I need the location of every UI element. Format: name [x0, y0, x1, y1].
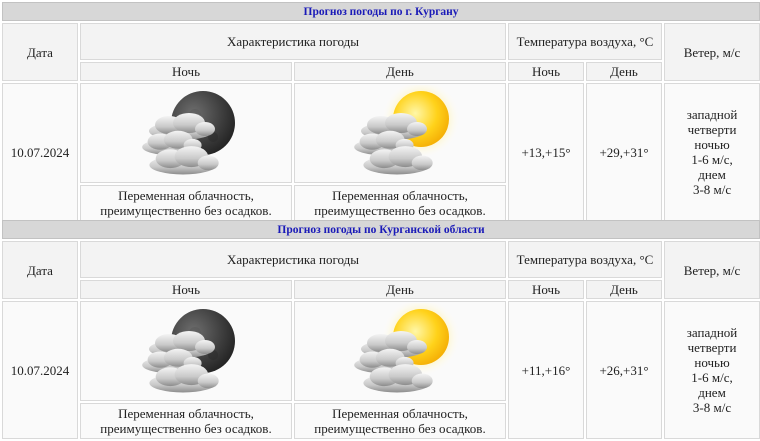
day-header: День	[294, 62, 506, 81]
temp-day-header: День	[586, 62, 662, 81]
temp-night-cell: +11,+16°	[508, 301, 584, 439]
night-description: Переменная облачность, преимущественно без осадков.	[80, 185, 292, 221]
wind-cell: западной четверти ночью 1-6 м/с, днем 3-8 м/с	[664, 301, 760, 439]
temp-night-cell: +13,+15°	[508, 83, 584, 221]
night-description: Переменная облачность, преимущественно без осадков.	[80, 403, 292, 439]
date-cell: 10.07.2024	[2, 83, 78, 221]
night-weather-cell	[80, 301, 292, 401]
characteristic-header: Характеристика погоды	[80, 241, 506, 278]
wind-header: Ветер, м/с	[664, 23, 760, 81]
sun-clouds-icon	[335, 85, 465, 181]
wind-header: Ветер, м/с	[664, 241, 760, 299]
forecast-title: Прогноз погоды по г. Кургану	[2, 2, 760, 21]
sun-clouds-icon	[335, 303, 465, 399]
moon-clouds-icon	[121, 85, 251, 181]
night-weather-cell	[80, 83, 292, 183]
forecast-table-region	[0, 218, 760, 441]
date-header: Дата	[2, 23, 78, 81]
temp-day-cell: +26,+31°	[586, 301, 662, 439]
temp-night-header: Ночь	[508, 280, 584, 299]
wind-cell: западной четверти ночью 1-6 м/с, днем 3-8 м/с	[664, 83, 760, 221]
day-header: День	[294, 280, 506, 299]
forecast-title: Прогноз погоды по Курганской области	[2, 220, 760, 239]
date-cell: 10.07.2024	[2, 301, 78, 439]
date-header: Дата	[2, 241, 78, 299]
day-description: Переменная облачность, преимущественно без осадков.	[294, 403, 506, 439]
characteristic-header: Характеристика погоды	[80, 23, 506, 60]
day-weather-cell	[294, 83, 506, 183]
day-description: Переменная облачность, преимущественно без осадков.	[294, 185, 506, 221]
moon-clouds-icon	[121, 303, 251, 399]
temperature-header: Температура воздуха, °C	[508, 241, 662, 278]
day-weather-cell	[294, 301, 506, 401]
night-header: Ночь	[80, 62, 292, 81]
temp-day-header: День	[586, 280, 662, 299]
temp-day-cell: +29,+31°	[586, 83, 662, 221]
temp-night-header: Ночь	[508, 62, 584, 81]
night-header: Ночь	[80, 280, 292, 299]
temperature-header: Температура воздуха, °C	[508, 23, 662, 60]
